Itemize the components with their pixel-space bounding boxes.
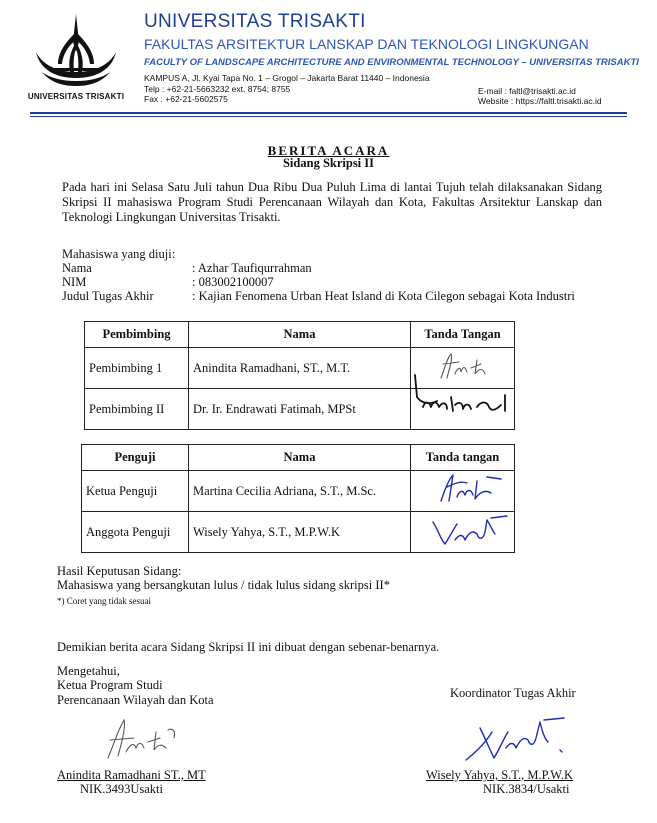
website: Website : https://faltl.trisakti.ac.id (478, 96, 602, 106)
students-heading: Mahasiswa yang diuji: (62, 247, 176, 261)
column-header: Nama (189, 322, 411, 348)
telephone: Telp : +62-21-5663232 ext. 8754; 8755 (144, 84, 291, 94)
table-header-row (82, 445, 515, 471)
coordinator-signature (456, 712, 586, 764)
header-rule-thin (30, 116, 627, 117)
supervisor-name: Anindita Ramadhani, ST., M.T. (189, 348, 411, 389)
column-header: Penguji (82, 445, 189, 471)
university-logo (30, 12, 122, 92)
signature-cell (411, 389, 515, 430)
campus-address: KAMPUS A, Jl. Kyai Tapa No. 1 – Grogol – Jakarta Barat 11440 – Indonesia (144, 73, 430, 83)
student-name-label: Nama (62, 261, 92, 275)
examiner-name: Martina Cecilia Adriana, S.T., M.Sc. (189, 471, 411, 512)
signature-cell (411, 471, 515, 512)
fax: Fax : +62-21-5602575 (144, 94, 228, 104)
signature-cell (411, 348, 515, 389)
examiner-name: Wisely Yahya, S.T., M.P.W.K (189, 512, 411, 553)
intro-paragraph: Pada hari ini Selasa Satu Juli tahun Dua Ribu Dua Puluh Lima di lantai Tujuh telah dilaksanakan Sidang Skripsi II mahasiswa Program Studi Perencanaan Wilayah dan Kota, Fakultas Arsitektur Lanskap dan Teknologi Lingkungan Universitas Trisakti. (62, 180, 602, 224)
faculty-name: FAKULTAS ARSITEKTUR LANSKAP DAN TEKNOLOGI LINGKUNGAN (144, 36, 589, 52)
result-heading: Hasil Keputusan Sidang: (57, 564, 182, 578)
signature-cell (411, 512, 515, 553)
table-header-row (85, 322, 515, 348)
table-row (85, 389, 515, 430)
student-nim-value: : 083002100007 (192, 275, 274, 289)
university-name: UNIVERSITAS TRISAKTI (144, 11, 366, 32)
program-name: Perencanaan Wilayah dan Kota (57, 693, 214, 707)
examiners-table (81, 444, 515, 553)
logo-caption: UNIVERSITAS TRISAKTI (27, 92, 125, 101)
signature-mark (411, 471, 514, 507)
document-title: BERITA ACARA (267, 143, 390, 158)
acknowledgement-label: Mengetahui, (57, 664, 120, 678)
supervisor-role: Pembimbing 1 (85, 348, 189, 389)
result-statement: Mahasiswa yang bersangkutan lulus / tidak lulus sidang skripsi II* (57, 578, 390, 592)
column-header: Tanda tangan (411, 445, 515, 471)
signature-mark (411, 512, 514, 548)
column-header: Pembimbing (85, 322, 189, 348)
supervisor-role: Pembimbing II (85, 389, 189, 430)
document-subtitle: Sidang Skripsi II (282, 156, 375, 170)
header-rule (30, 112, 627, 114)
examiner-role: Anggota Penguji (82, 512, 189, 553)
email: E-mail : faltl@trisakti.ac.id (478, 86, 576, 96)
closing-statement: Demikian berita acara Sidang Skripsi II ini dibuat dengan sebenar-benarnya. (57, 640, 440, 654)
table-row (82, 471, 515, 512)
coordinator-nik: NIK.3834/Usakti (483, 782, 570, 796)
column-header: Tanda Tangan (411, 322, 515, 348)
table-row (82, 512, 515, 553)
supervisors-table (84, 321, 515, 430)
thesis-title-value: : Kajian Fenomena Urban Heat Island di Kota Cilegon sebagai Kota Industri (192, 289, 575, 303)
coordinator-title: Koordinator Tugas Akhir (450, 686, 576, 700)
student-name-value: : Azhar Taufiqurrahman (192, 261, 312, 275)
program-head-title: Ketua Program Studi (57, 678, 163, 692)
program-head-signature (88, 712, 198, 762)
student-nim-label: NIM (62, 275, 87, 289)
coordinator-name: Wisely Yahya, S.T., M.P.W.K (426, 768, 574, 782)
signature-mark (411, 389, 514, 425)
program-head-nik: NIK.3493Usakti (80, 782, 163, 796)
signature-mark (411, 348, 514, 384)
examiner-role: Ketua Penguji (82, 471, 189, 512)
footnote: *) Coret yang tidak sesuai (57, 596, 151, 606)
program-head-name: Anindita Ramadhani ST., MT (57, 768, 206, 782)
supervisor-name: Dr. Ir. Endrawati Fatimah, MPSt (189, 389, 411, 430)
thesis-title-label: Judul Tugas Akhir (62, 289, 154, 303)
faculty-name-english: FACULTY OF LANDSCAPE ARCHITECTURE AND ENVIRONMENTAL TECHNOLOGY – UNIVERSITAS TRISAKTI (144, 57, 639, 68)
table-row (85, 348, 515, 389)
column-header: Nama (189, 445, 411, 471)
